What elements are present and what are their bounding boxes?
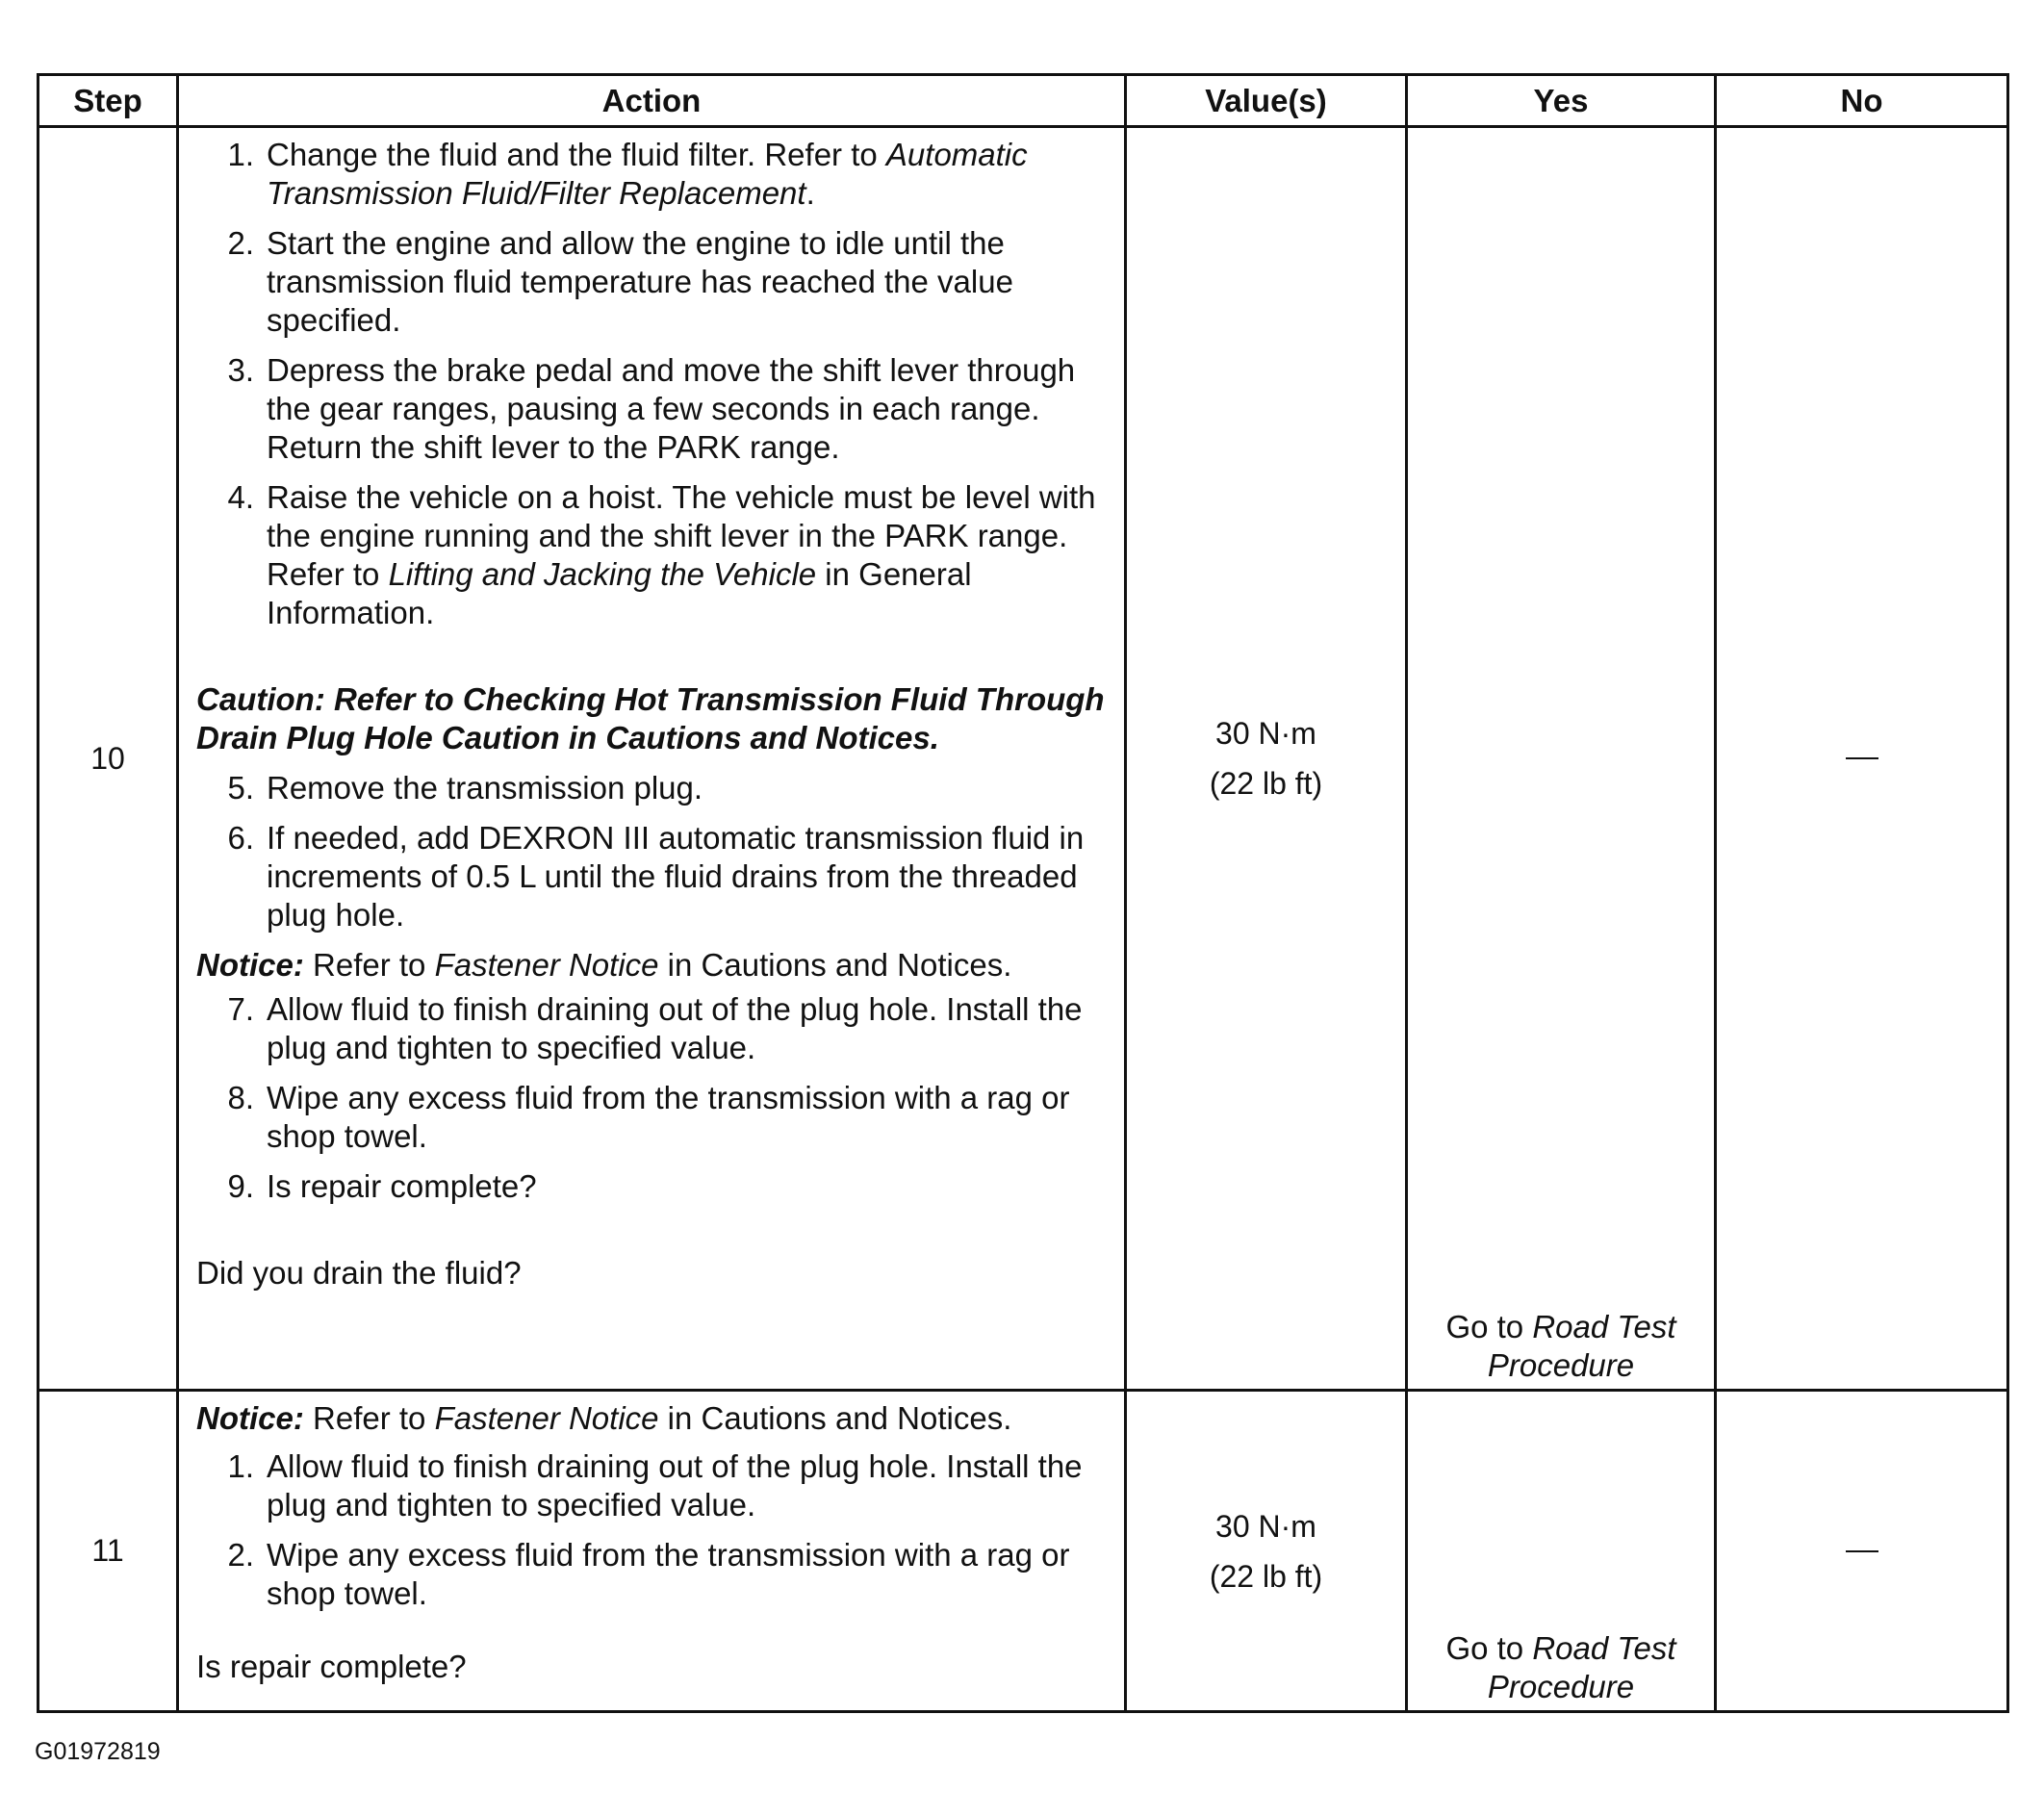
- question-text: Did you drain the fluid?: [196, 1255, 522, 1291]
- list-item: 1. Change the fluid and the fluid filter. Refer to Automatic Transmission Fluid/Filter Replacement.: [227, 137, 1028, 211]
- header-no: No: [1714, 76, 2006, 125]
- step-number: 11: [91, 1533, 124, 1568]
- reference-link: Automatic Transmission Fluid/Filter Replacement: [267, 137, 1028, 211]
- list-item: 2. Wipe any excess fluid from the transmission with a rag or shop towel.: [227, 1537, 1070, 1611]
- diagnostic-table: [37, 73, 2009, 1713]
- torque-value: 30 N·m: [1215, 1508, 1316, 1544]
- list-item: 8. Wipe any excess fluid from the transmission with a rag or shop towel.: [227, 1080, 1070, 1154]
- road-test-link: Road Test: [1532, 1630, 1676, 1666]
- table-row-step-10: [39, 125, 2006, 1389]
- reference-link: Fastener Notice: [434, 1400, 659, 1436]
- reference-link: Fastener Notice: [434, 947, 659, 983]
- yes-cell: Go to Road Test Procedure: [1405, 128, 1714, 1389]
- list-item: 7. Allow fluid to finish draining out of the plug hole. Install the plug and tighten to specified value.: [227, 991, 1083, 1065]
- value-cell: [1124, 1392, 1405, 1710]
- no-cell: [1714, 1392, 2006, 1710]
- table-header: [39, 76, 2006, 125]
- no-dash: [1846, 1550, 1878, 1552]
- action-cell: [176, 1392, 1124, 1710]
- header-action: Action: [176, 76, 1124, 125]
- notice-note: Notice: Refer to Fastener Notice in Cautions and Notices.: [196, 947, 1012, 983]
- header-step: Step: [73, 82, 142, 118]
- torque-value-imperial: (22 lb ft): [1209, 766, 1323, 801]
- list-item: 5. Remove the transmission plug.: [227, 770, 703, 806]
- reference-link: Lifting and Jacking the Vehicle: [388, 556, 817, 592]
- road-test-link: Road Test: [1532, 1309, 1676, 1344]
- header-values: Value(s): [1124, 76, 1405, 125]
- list-item: 3. Depress the brake pedal and move the shift lever through the gear ranges, pausing a few seconds in each range. Return the shift lever to the PARK range.: [227, 352, 1076, 465]
- question-text: Is repair complete?: [196, 1649, 467, 1684]
- list-item: 4. Raise the vehicle on a hoist. The vehicle must be level with the engine running and the shift lever in the PARK range. Refer to Lifting and Jacking the Vehicle in General Information.: [227, 479, 1096, 630]
- list-item: 6. If needed, add DEXRON III automatic transmission fluid in increments of 0.5 L until the fluid drains from the threaded plug hole.: [227, 820, 1085, 933]
- torque-value-imperial: (22 lb ft): [1209, 1558, 1323, 1594]
- value-cell: [1124, 128, 1405, 1389]
- caution-note: Caution: Refer to Checking Hot Transmission Fluid Through Drain Plug Hole Caution in Cautions and Notices.: [196, 681, 1105, 755]
- no-dash: [1846, 757, 1878, 759]
- header-yes: Yes: [1405, 76, 1714, 125]
- action-cell: [176, 128, 1124, 1389]
- list-item: 1. Allow fluid to finish draining out of the plug hole. Install the plug and tighten to specified value.: [227, 1448, 1083, 1523]
- no-cell: [1714, 128, 2006, 1389]
- figure-id: G01972819: [35, 1738, 161, 1765]
- table-row-step-11: [39, 1389, 2006, 1710]
- torque-value: 30 N·m: [1215, 716, 1316, 751]
- step-number: 10: [90, 740, 125, 776]
- list-item: 2. Start the engine and allow the engine to idle until the transmission fluid temperature has reached the value specified.: [227, 225, 1013, 338]
- notice-note: Notice: Refer to Fastener Notice in Cautions and Notices.: [196, 1400, 1012, 1436]
- yes-cell: Go to Road Test Procedure: [1405, 1392, 1714, 1710]
- list-item: 9. Is repair complete?: [227, 1168, 537, 1204]
